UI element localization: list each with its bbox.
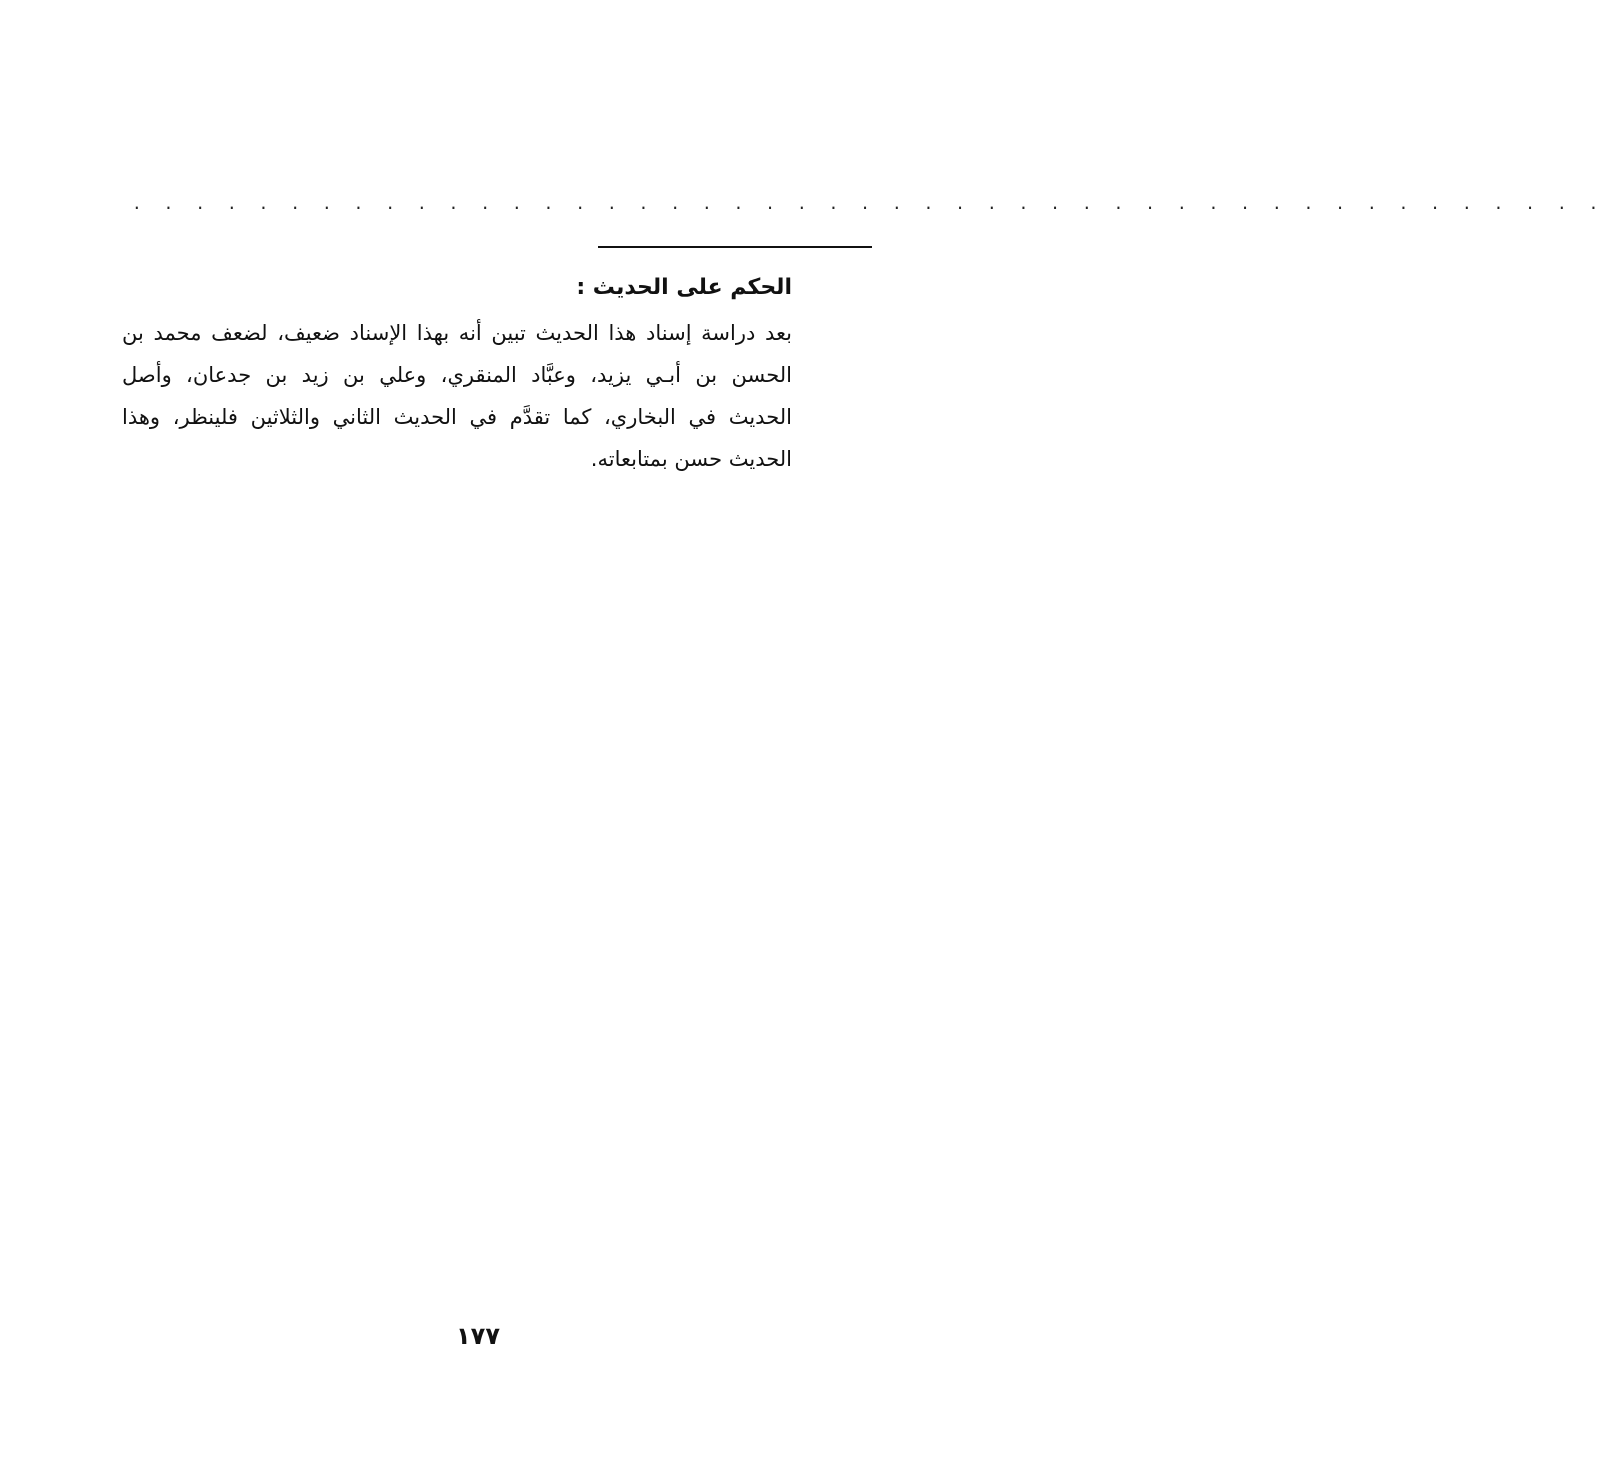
body-line: الحسن بن أبـي يزيد، وعبَّاد المنقري، وعلي بن زيد بن جدعان، وأصل [122, 363, 792, 387]
body-line: بعد دراسة إسناد هذا الحديث تبين أنه بهذا الإسناد ضعيف، لضعف محمد بن [122, 321, 792, 345]
section-content [122, 270, 792, 480]
dotted-separator: . . . . . . . . . . . . . . . . . . . . . . . . . . . . . . . . . . . . . . . . . . . . . . . [132, 194, 1604, 213]
page-number: ١٧٧ [456, 1322, 500, 1350]
section-rule [598, 246, 872, 248]
body-line: الحديث حسن بمتابعاته. [590, 447, 792, 471]
body-line: الحديث في البخاري، كما تقدَّم في الحديث الثاني والثلاثين فلينظر، وهذا [122, 405, 792, 429]
section-heading: الحكم على الحديث : [576, 275, 792, 300]
